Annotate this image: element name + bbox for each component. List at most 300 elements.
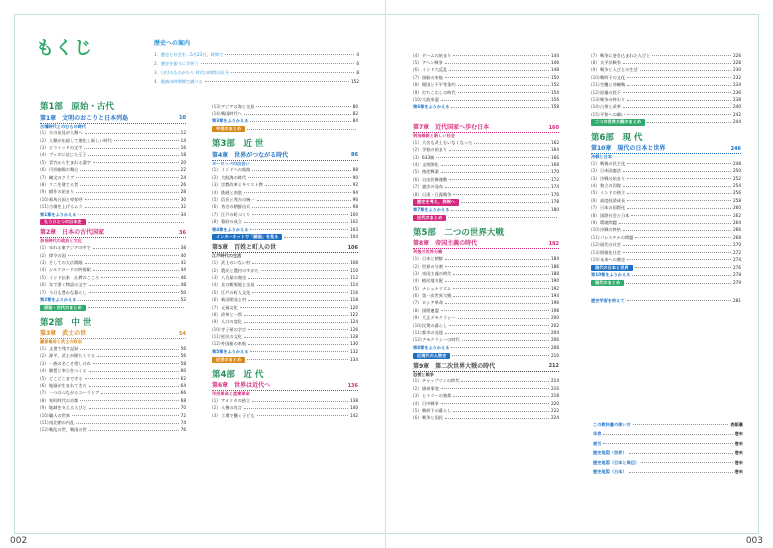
lesson-row[interactable]: [413, 52, 559, 59]
feature-band: 原始・古代のまとめ: [40, 305, 86, 311]
leader-dots: [84, 148, 178, 149]
leader-dots: [248, 329, 348, 330]
feature-page: 178: [551, 199, 559, 205]
lesson-title: 女で書く物語の文字: [49, 282, 87, 288]
final-section-label: 歴史学習を終えて: [591, 297, 625, 303]
lesson-row[interactable]: [413, 270, 559, 277]
lesson-row[interactable]: [212, 319, 358, 326]
lesson-row[interactable]: [40, 397, 186, 404]
leader-dots: [445, 333, 549, 334]
intro-item[interactable]: [154, 68, 359, 77]
lesson-number: (4): [413, 400, 419, 406]
lesson-page: 50: [180, 289, 186, 295]
lesson-row[interactable]: [212, 289, 358, 296]
lesson-number: (2): [40, 353, 46, 359]
chapter-review[interactable]: [212, 348, 358, 355]
lesson-title: 満州事変: [422, 385, 439, 391]
lesson-row[interactable]: [40, 204, 186, 211]
leader-dots: [627, 178, 731, 179]
lesson-title: 太平洋戦争: [600, 59, 621, 65]
feature-row[interactable]: [591, 119, 741, 127]
lesson-row[interactable]: [40, 368, 186, 375]
toc-column-2: [212, 103, 358, 420]
lesson-page: 90: [352, 174, 358, 180]
lesson-row[interactable]: [212, 274, 358, 281]
chapter-heading[interactable]: [40, 116, 186, 124]
reference-page: 表紙裏: [730, 421, 743, 427]
lesson-row[interactable]: [212, 412, 358, 419]
leader-dots: [445, 77, 549, 78]
lesson-row[interactable]: [413, 315, 559, 322]
lesson-row[interactable]: [40, 419, 186, 426]
feature-page: 279: [733, 279, 741, 285]
intro-item-label: 1．歴史と社会を…5月23日，時間で: [154, 51, 224, 57]
feature-row[interactable]: [413, 214, 559, 222]
lesson-row[interactable]: [40, 245, 186, 252]
lesson-row[interactable]: [40, 152, 186, 159]
lesson-row[interactable]: [591, 182, 741, 189]
lesson-title: 幕府の成立: [221, 219, 242, 225]
lesson-page: 88: [352, 167, 358, 173]
chapter-review[interactable]: [40, 296, 186, 303]
lesson-row[interactable]: [40, 274, 186, 281]
reference-item[interactable]: [593, 458, 743, 468]
chapter-intro: 古墳時代とのむらの時代: [40, 123, 87, 129]
lesson-number: (11): [40, 419, 49, 425]
lesson-page: 168: [551, 162, 559, 168]
chapter-page: 54: [179, 330, 186, 337]
leader-dots: [265, 185, 351, 186]
lesson-row[interactable]: [413, 300, 559, 307]
feature-row[interactable]: [591, 279, 741, 287]
leader-dots: [453, 296, 549, 297]
leader-dots: [453, 55, 549, 56]
lesson-page: 230: [733, 67, 741, 73]
lesson-row[interactable]: [212, 397, 358, 404]
lesson-row[interactable]: [591, 160, 741, 167]
lesson-row[interactable]: [40, 181, 186, 188]
intro-item-page: 8: [356, 70, 359, 75]
toc-column-4: [591, 52, 741, 304]
lesson-row[interactable]: [40, 267, 186, 274]
leader-dots: [89, 371, 179, 372]
lesson-number: (8): [413, 82, 419, 88]
lesson-title: アメリカの独立: [221, 397, 251, 403]
reference-item[interactable]: [593, 468, 743, 478]
lesson-row[interactable]: [40, 130, 186, 137]
lesson-row[interactable]: [413, 322, 559, 329]
lesson-row[interactable]: [591, 96, 741, 103]
lesson-row[interactable]: [413, 293, 559, 300]
lesson-title: 鉄砲と南蛮: [221, 189, 242, 195]
lesson-number: (9): [413, 315, 419, 321]
lesson-row[interactable]: [591, 67, 741, 74]
lesson-title: 北の蝦夷地と交易: [221, 282, 255, 288]
lesson-row[interactable]: [212, 110, 358, 117]
lesson-row[interactable]: [40, 252, 186, 259]
lesson-row[interactable]: [591, 205, 741, 212]
lesson-row[interactable]: [413, 263, 559, 270]
lesson-number: (5): [212, 289, 218, 295]
feature-row[interactable]: [212, 125, 358, 133]
lesson-page: 234: [733, 82, 741, 88]
lesson-number: (1): [212, 260, 218, 266]
chapter-title: 第10章 現代の日本と世界: [591, 145, 666, 153]
lesson-row[interactable]: [413, 393, 559, 400]
lesson-row[interactable]: [212, 196, 358, 203]
leader-dots: [652, 55, 731, 56]
lesson-number: (1): [40, 346, 46, 352]
lesson-number: (5): [40, 375, 46, 381]
lesson-row[interactable]: [591, 59, 741, 66]
lesson-title: 第一次世界大戦: [422, 293, 452, 299]
reference-item[interactable]: [593, 449, 743, 459]
leader-dots: [458, 85, 549, 86]
lesson-row[interactable]: [212, 204, 358, 211]
lesson-title: 改革と一揆: [221, 311, 242, 317]
chapter-review-page: 34: [180, 211, 186, 217]
feature-band: 近現代の人物史: [413, 353, 450, 359]
lesson-title: 新田開発と村: [221, 297, 247, 303]
lesson-row[interactable]: [591, 52, 741, 59]
lesson-row[interactable]: [413, 407, 559, 414]
lesson-number: (3): [212, 412, 218, 418]
leader-dots: [453, 396, 549, 397]
leader-dots: [257, 415, 348, 416]
lesson-row[interactable]: [591, 168, 741, 175]
leader-dots: [68, 255, 179, 256]
lesson-row[interactable]: [40, 382, 186, 389]
lesson-row[interactable]: [212, 182, 358, 189]
chapter-heading[interactable]: [212, 383, 358, 391]
lesson-row[interactable]: [413, 96, 559, 103]
lesson-list: [212, 397, 358, 419]
lesson-number: (10): [413, 96, 422, 102]
lesson-row[interactable]: [413, 89, 559, 96]
intro-item[interactable]: [154, 59, 359, 68]
lesson-number: (5): [40, 159, 46, 165]
chapter-heading[interactable]: [413, 364, 559, 372]
lesson-row[interactable]: [591, 197, 741, 204]
lesson-number: (6): [40, 382, 46, 388]
lesson-row[interactable]: [40, 159, 186, 166]
lesson-page: 258: [733, 197, 741, 203]
lesson-row[interactable]: [591, 227, 741, 234]
lesson-row[interactable]: [413, 256, 559, 263]
feature-row[interactable]: [413, 198, 559, 206]
lesson-row[interactable]: [40, 282, 186, 289]
leader-dots: [445, 259, 549, 260]
lesson-title: ピラミッドの文字: [49, 145, 83, 151]
lesson-row[interactable]: [40, 345, 186, 352]
lesson-page: 196: [551, 300, 559, 306]
lesson-title: インドへの航路: [221, 167, 251, 173]
feature-row[interactable]: [591, 264, 741, 272]
lesson-page: 176: [551, 191, 559, 197]
lesson-list: [591, 160, 741, 263]
leader-dots: [623, 107, 731, 108]
lesson-row[interactable]: [40, 259, 186, 266]
leader-dots: [441, 403, 549, 404]
reference-page: 巻末: [734, 469, 743, 475]
feature-band: 歴史を考え，探検へ: [413, 199, 459, 205]
leader-dots: [85, 199, 179, 200]
lesson-row[interactable]: [212, 260, 358, 267]
lesson-page: 40: [180, 252, 186, 258]
lesson-page: 144: [551, 52, 559, 58]
lesson-row[interactable]: [212, 326, 358, 333]
chapter-review[interactable]: [591, 272, 741, 279]
lesson-row[interactable]: [40, 412, 186, 419]
lesson-page: 222: [551, 407, 559, 413]
lesson-title: 戦後の民主化: [600, 160, 626, 166]
lesson-number: (12): [591, 89, 600, 95]
feature-row[interactable]: [212, 356, 358, 364]
lesson-row[interactable]: [413, 329, 559, 336]
intro-item[interactable]: [154, 50, 359, 59]
reference-label: 年表: [593, 431, 602, 437]
lesson-title: 日本国憲法: [600, 168, 621, 174]
lesson-row[interactable]: [40, 405, 186, 412]
lesson-number: (6): [413, 415, 419, 421]
lesson-row[interactable]: [40, 360, 186, 367]
lesson-row[interactable]: [40, 375, 186, 382]
feature-band: インターネットで「鎖国」を見る: [212, 234, 282, 240]
lesson-row[interactable]: [591, 111, 741, 118]
lesson-row[interactable]: [413, 82, 559, 89]
lesson-row[interactable]: [413, 278, 559, 285]
lesson-row[interactable]: [212, 267, 358, 274]
lesson-number: (11): [40, 204, 49, 210]
chapter-review-page: 158: [551, 104, 559, 110]
lesson-row[interactable]: [413, 385, 559, 392]
feature-row[interactable]: [413, 352, 559, 360]
reference-item[interactable]: [593, 439, 743, 449]
lesson-number: (5): [591, 190, 597, 196]
chapter-review[interactable]: [413, 104, 559, 111]
lesson-row[interactable]: [413, 139, 559, 146]
chapter-heading[interactable]: [413, 125, 559, 133]
leader-dots: [257, 285, 348, 286]
lesson-row[interactable]: [413, 184, 559, 191]
lesson-row[interactable]: [591, 256, 741, 263]
lesson-number: (3): [413, 154, 419, 160]
lesson-row[interactable]: [413, 162, 559, 169]
lesson-row[interactable]: [413, 147, 559, 154]
lesson-title: 大政奉還: [422, 96, 439, 102]
feature-row[interactable]: [40, 304, 186, 312]
intro-item[interactable]: [154, 77, 359, 86]
lesson-title: 世界の分割: [422, 263, 443, 269]
leader-dots: [449, 179, 549, 180]
feature-row[interactable]: [212, 233, 358, 241]
lesson-row[interactable]: [413, 378, 559, 385]
leader-dots: [623, 230, 731, 231]
lesson-page: 156: [551, 96, 559, 102]
part-heading: 第6部 現 代: [591, 132, 643, 143]
lesson-title: 邪馬台国と卑弥呼: [49, 196, 83, 202]
lesson-row[interactable]: [591, 219, 741, 226]
lesson-row[interactable]: [591, 74, 741, 81]
lesson-row[interactable]: [413, 400, 559, 407]
lesson-number: (14): [591, 104, 600, 110]
lesson-row[interactable]: [40, 174, 186, 181]
lesson-page: 114: [350, 282, 358, 288]
final-section[interactable]: [591, 297, 741, 304]
lesson-row[interactable]: [212, 174, 358, 181]
lesson-title: 今日も豊かな暮らし: [49, 289, 87, 295]
chapter-review-label: 第10章をふりかえる: [591, 272, 631, 278]
chapter-heading[interactable]: [212, 153, 358, 161]
lesson-number: (7): [40, 390, 46, 396]
reference-item[interactable]: [593, 420, 743, 430]
lesson-row[interactable]: [212, 405, 358, 412]
reference-label: 歴史地図（日本と周辺）: [593, 459, 640, 465]
lesson-title: 人権の宣言: [221, 405, 242, 411]
chapter-title: 第9章 第二次世界大戦の時代: [413, 362, 496, 370]
lesson-number: (1): [413, 139, 419, 145]
lesson-number: (13): [212, 103, 221, 109]
lesson-title: そしての大仏開眼: [49, 259, 83, 265]
lesson-number: (7): [413, 300, 419, 306]
lesson-row[interactable]: [212, 311, 358, 318]
lesson-row[interactable]: [413, 191, 559, 198]
lesson-row[interactable]: [40, 144, 186, 151]
lesson-row[interactable]: [40, 289, 186, 296]
lesson-row[interactable]: [591, 89, 741, 96]
lesson-row[interactable]: [591, 82, 741, 89]
chapter-review[interactable]: [212, 118, 358, 125]
lesson-title: 戦時下の文化: [600, 74, 626, 80]
lesson-row[interactable]: [40, 353, 186, 360]
lesson-row[interactable]: [413, 74, 559, 81]
lesson-row[interactable]: [413, 337, 559, 344]
right-page: [387, 0, 773, 548]
leader-dots: [623, 245, 731, 246]
lesson-number: (8): [413, 191, 419, 197]
lesson-row[interactable]: [212, 341, 358, 348]
leader-dots: [631, 215, 731, 216]
final-section-page: 281: [733, 297, 741, 303]
lesson-row[interactable]: [413, 154, 559, 161]
lesson-row[interactable]: [413, 169, 559, 176]
lesson-title: 環境問題: [600, 219, 617, 225]
leader-dots: [627, 100, 731, 101]
lesson-title: 大正デモクラシー: [422, 315, 456, 321]
chapter-review[interactable]: [40, 211, 186, 218]
lesson-row[interactable]: [413, 176, 559, 183]
lesson-row[interactable]: [212, 211, 358, 218]
reference-item[interactable]: [593, 430, 743, 440]
lesson-row[interactable]: [413, 415, 559, 422]
lesson-page: 266: [733, 227, 741, 233]
lesson-row[interactable]: [413, 285, 559, 292]
lesson-page: 62: [180, 375, 186, 381]
lesson-title: 高度経済成長: [600, 197, 626, 203]
lesson-row[interactable]: [40, 137, 186, 144]
feature-band: 近世のまとめ: [212, 357, 245, 363]
lesson-row[interactable]: [212, 334, 358, 341]
lesson-page: 188: [551, 270, 559, 276]
lesson-title: 占領と改革: [600, 104, 621, 110]
lesson-number: (5): [40, 274, 46, 280]
lesson-page: 270: [733, 242, 741, 248]
leader-dots: [623, 171, 731, 172]
lesson-number: (7): [212, 304, 218, 310]
lesson-row[interactable]: [591, 212, 741, 219]
lesson-row[interactable]: [591, 249, 741, 256]
lesson-row[interactable]: [413, 307, 559, 314]
lesson-page: 248: [733, 160, 741, 166]
lesson-number: (8): [413, 307, 419, 313]
lesson-row[interactable]: [40, 189, 186, 196]
lesson-number: (8): [212, 219, 218, 225]
chapter-review[interactable]: [413, 206, 559, 213]
lesson-row[interactable]: [40, 427, 186, 434]
feature-row[interactable]: [40, 218, 186, 226]
lesson-number: (12): [40, 427, 49, 433]
leader-dots: [261, 270, 348, 271]
lesson-row[interactable]: [212, 282, 358, 289]
lesson-row[interactable]: [591, 175, 741, 182]
lesson-number: (12): [413, 337, 422, 343]
lesson-title: 633制: [422, 154, 435, 160]
lesson-page: 150: [551, 74, 559, 80]
lesson-page: 250: [733, 168, 741, 174]
lesson-number: (4): [413, 52, 419, 58]
chapter-review-page: 84: [352, 118, 358, 124]
lesson-row[interactable]: [212, 304, 358, 311]
chapter-review[interactable]: [413, 344, 559, 351]
lesson-row[interactable]: [591, 242, 741, 249]
lesson-row[interactable]: [591, 234, 741, 241]
lesson-row[interactable]: [40, 196, 186, 203]
lesson-row[interactable]: [591, 104, 741, 111]
lesson-row[interactable]: [212, 103, 358, 110]
lesson-row[interactable]: [212, 167, 358, 174]
reference-list: [593, 420, 743, 477]
leader-dots: [252, 214, 348, 215]
lesson-row[interactable]: [591, 190, 741, 197]
lesson-row[interactable]: [40, 167, 186, 174]
lesson-row[interactable]: [212, 297, 358, 304]
chapter-page: 10: [179, 115, 186, 121]
lesson-row[interactable]: [212, 189, 358, 196]
lesson-number: (5): [413, 407, 419, 413]
leader-dots: [252, 207, 350, 208]
lesson-row[interactable]: [40, 390, 186, 397]
lesson-row[interactable]: [212, 219, 358, 226]
lesson-page: 60: [180, 368, 186, 374]
leader-dots: [72, 415, 179, 416]
lesson-title: インドの独立: [600, 190, 626, 196]
chapter-review[interactable]: [212, 226, 358, 233]
lesson-page: 68: [180, 397, 186, 403]
chapter-heading[interactable]: [591, 146, 741, 154]
lesson-title: 打ちこわしの時代: [422, 89, 456, 95]
toc-title: もくじ: [36, 38, 93, 59]
lesson-title: 現代の社会: [600, 242, 621, 248]
lesson-number: (2): [591, 168, 597, 174]
leader-dots: [244, 114, 351, 115]
leader-dots: [619, 223, 731, 224]
lesson-list: [212, 103, 358, 118]
lesson-number: (3): [413, 393, 419, 399]
lesson-row[interactable]: [413, 67, 559, 74]
lesson-title: ブッダに信じた王子: [49, 152, 87, 158]
lesson-number: (7): [212, 211, 218, 217]
lesson-row[interactable]: [413, 59, 559, 66]
